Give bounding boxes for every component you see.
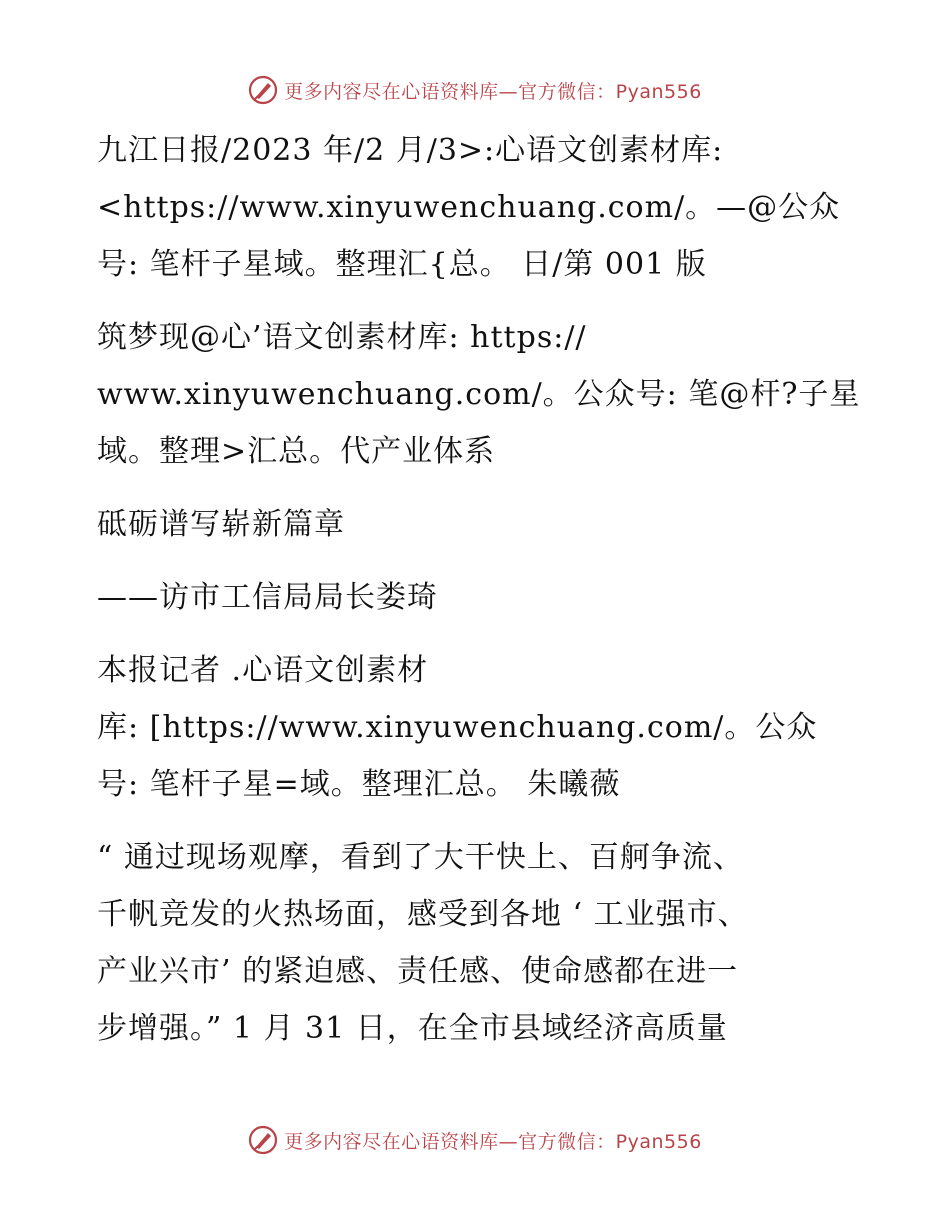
watermark-text: 更多内容尽在心语资料库—官方微信：Pyan556	[284, 80, 702, 103]
text-line: 域。整理>汇总。代产业体系	[97, 434, 496, 469]
text-line: ——访市工信局局长娄琦	[97, 580, 438, 615]
text-line: www.xinyuwenchuang.com/。公众号: 笔@杆?子星	[97, 377, 861, 412]
quill-logo-icon	[248, 1125, 278, 1155]
text-line: 号: 笔杆子星=域。整理汇总。 朱曦薇	[97, 767, 621, 802]
paragraph-subheadline	[97, 496, 837, 553]
footer-watermark-banner	[0, 1120, 950, 1160]
text-line: 产业兴市’ 的紧迫感、责任感、使命感都在进一	[97, 954, 739, 989]
text-line: 号: 笔杆子星域。整理汇{总。 日/第 001 版	[97, 247, 707, 282]
text-line: 筑梦现@心’语文创素材库: https://	[97, 320, 587, 355]
watermark-text: 更多内容尽在心语资料库—官方微信：Pyan556	[284, 1130, 702, 1153]
quill-logo-icon	[248, 75, 278, 105]
text-line: “ 通过现场观摩，看到了大干快上、百舸争流、	[97, 840, 744, 875]
text-line: 砥砺谱写崭新篇章	[97, 507, 345, 542]
header-watermark-banner	[0, 70, 950, 110]
text-line: 本报记者 .心语文创素材	[97, 653, 429, 688]
article-body	[97, 122, 861, 1073]
paragraph-byline	[97, 642, 837, 813]
paragraph-source-line	[97, 122, 841, 293]
paragraph-headline	[97, 309, 861, 480]
text-line: 九江日报/2023 年/2 月/3>:心语文创素材库:	[97, 133, 724, 168]
text-line: 库: [https://www.xinyuwenchuang.com/。公众	[97, 710, 818, 745]
paragraph-interview-subtitle	[97, 569, 837, 626]
text-line: <https://www.xinyuwenchuang.com/。—@公众	[97, 190, 841, 225]
text-line: 步增强。” 1 月 31 日，在全市县域经济高质量	[97, 1011, 728, 1046]
paragraph-body	[97, 829, 837, 1057]
text-line: 千帆竞发的火热场面，感受到各地 ‘ 工业强市、	[97, 897, 749, 932]
